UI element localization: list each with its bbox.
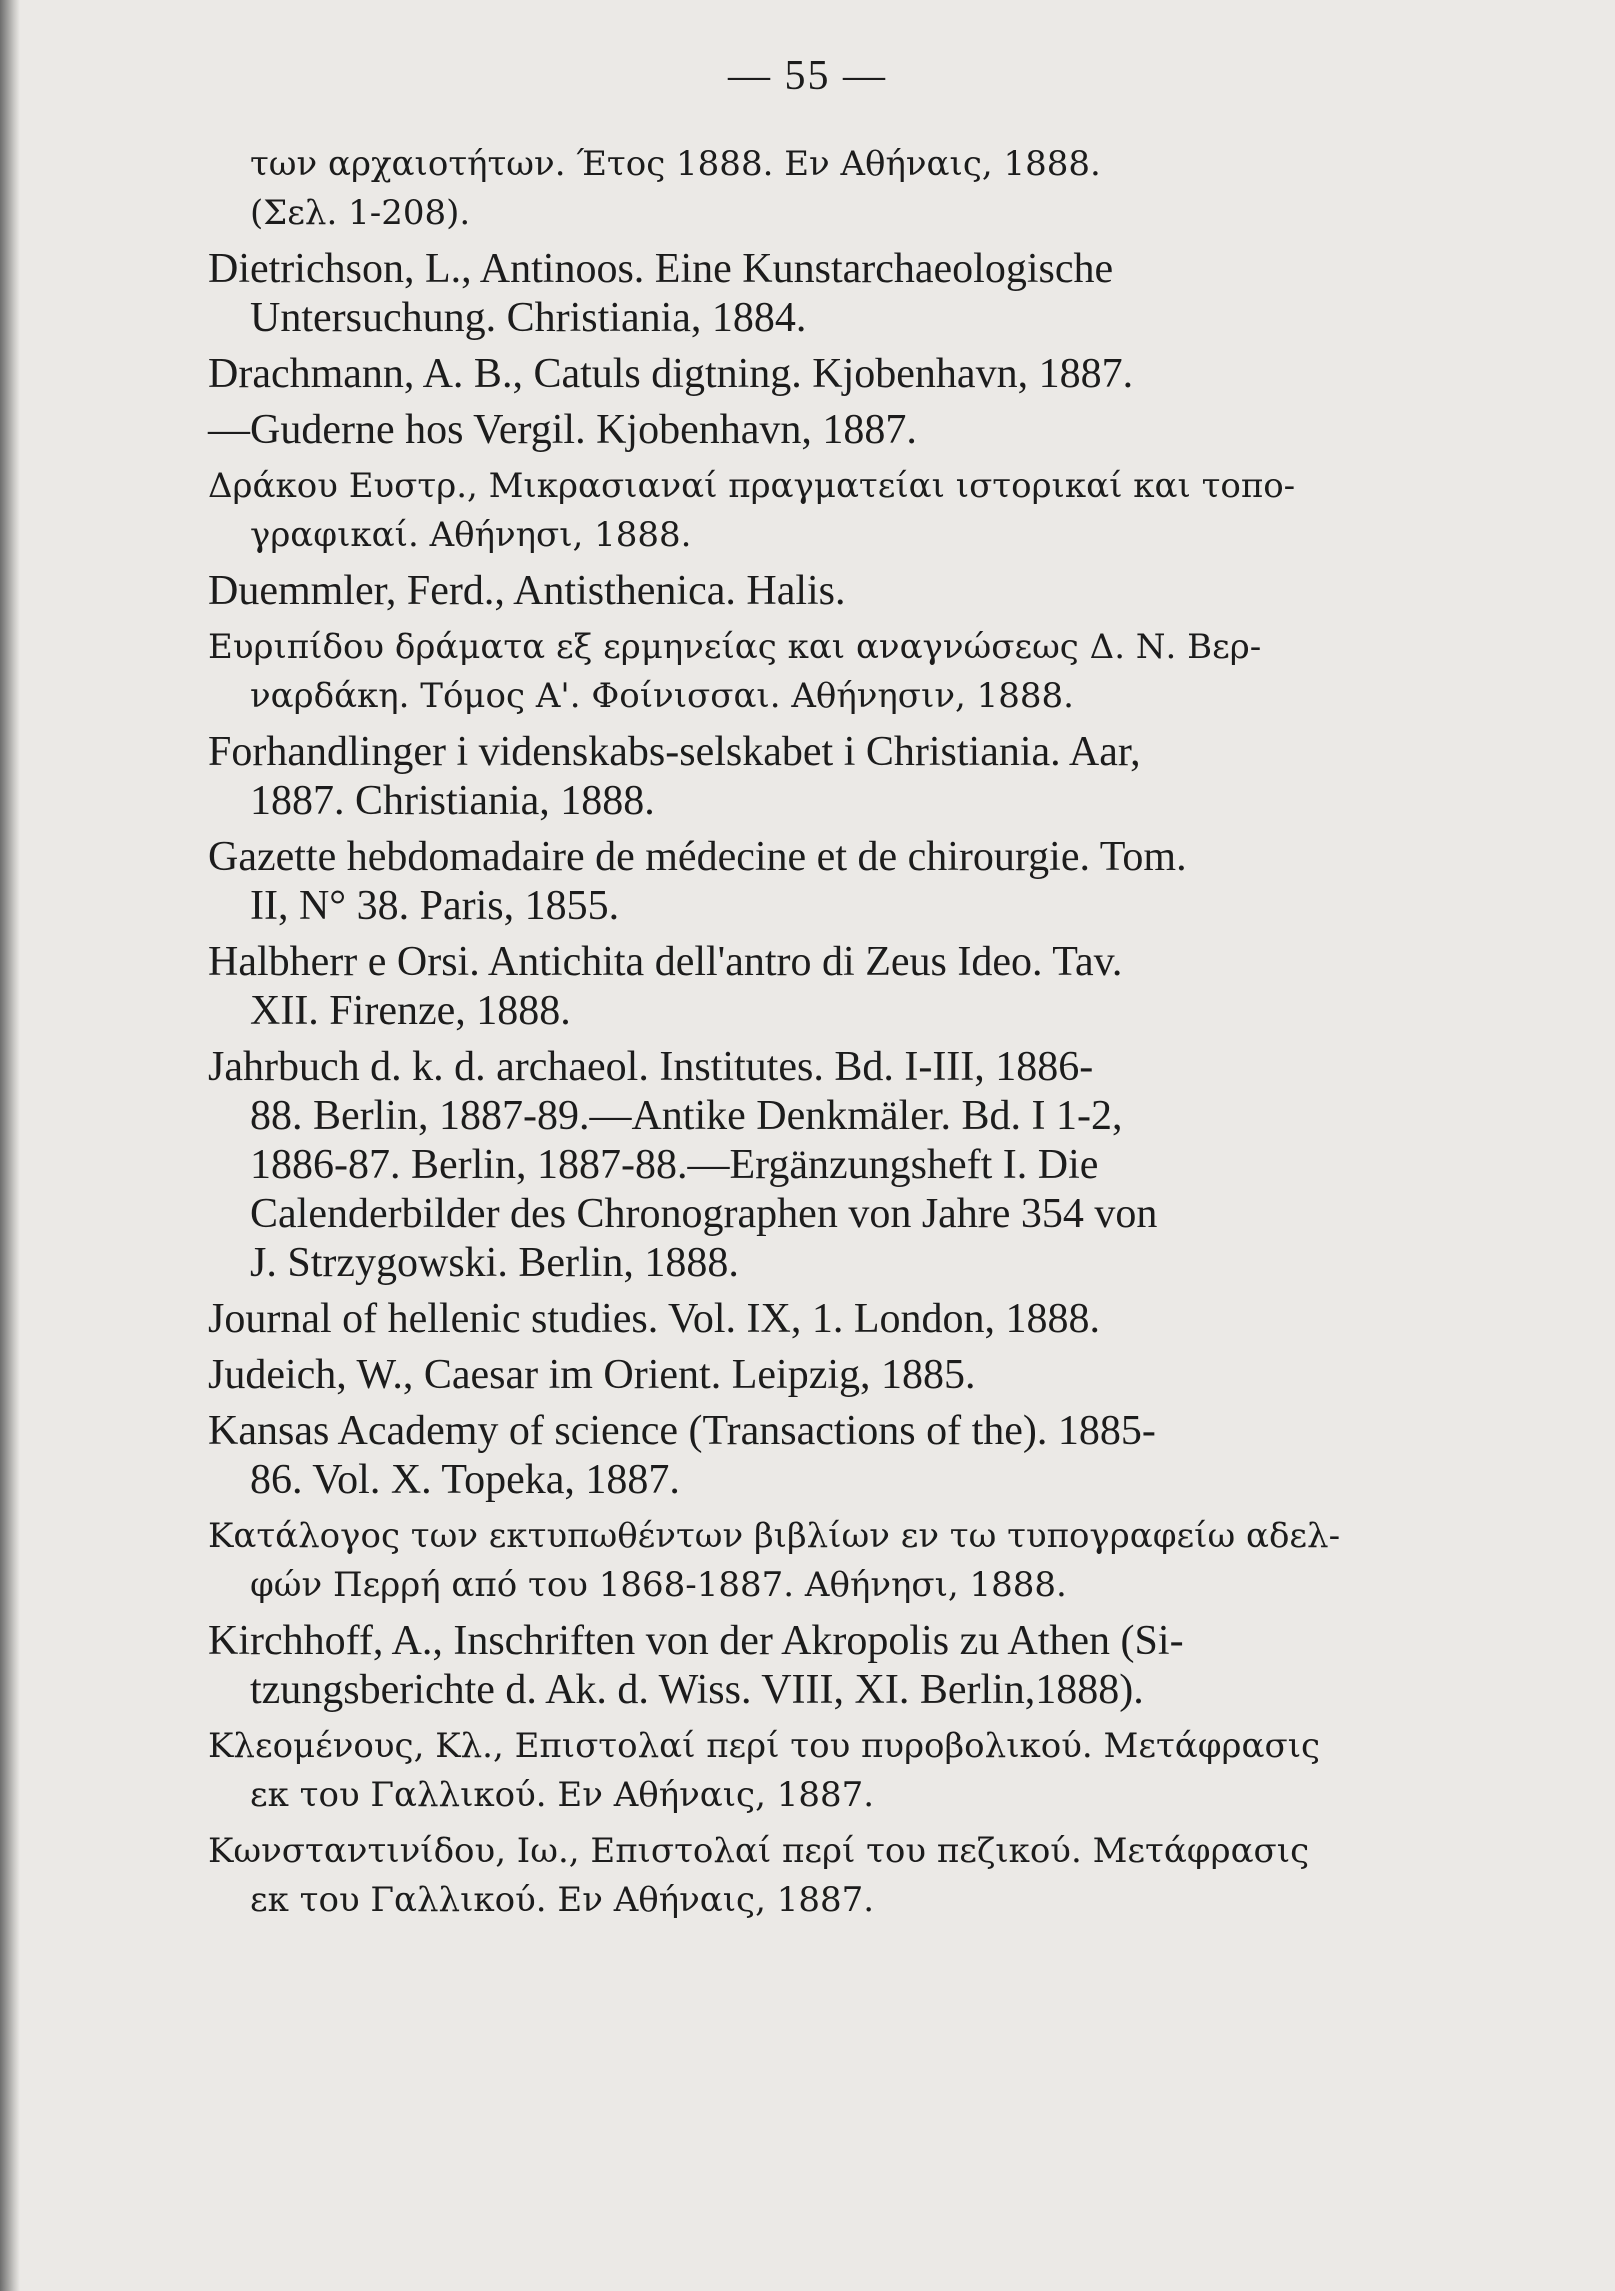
bibliography-entry [208,245,1308,343]
entry-line: Δράκου Ευστρ., Μικρασιαναί πραγματείαι ιστορικαί και τοπο- [208,466,1296,506]
entry-line: Forhandlinger i videnskabs-selskabet i Christiania. Aar, [208,729,1141,775]
entry-line: Gazette hebdomadaire de médecine et de chirourgie. Tom. [208,834,1187,880]
bibliography-entry [208,406,1308,455]
bibliography-entry [208,350,1308,399]
bibliography-entry [208,1407,1308,1505]
entry-line: Dietrichson, L., Antinoos. Eine Kunstarchaeologische [208,246,1114,292]
entry-continuation-line: J. Strzygowski. Berlin, 1888. [250,1240,739,1286]
bibliography-entry [208,140,1308,238]
entry-continuation-line: ναρδάκη. Τόμος Α'. Φοίνισσαι. Αθήνησιν, 1888. [250,676,1074,716]
entry-line: Jahrbuch d. k. d. archaeol. Institutes. Bd. I-III, 1886- [208,1044,1094,1090]
bibliography-list [208,140,1341,1932]
entry-continuation-line: εκ του Γαλλικού. Εν Αθήναις, 1887. [250,1880,875,1920]
entry-continuation-line: εκ του Γαλλικού. Εν Αθήναις, 1887. [250,1775,875,1815]
entry-continuation-line: (Σελ. 1-208). [250,193,471,233]
entry-line: Κωνσταντινίδου, Ιω., Επιστολαί περί του πεζικού. Μετάφρασις [208,1831,1310,1871]
entry-line: Κατάλογος των εκτυπωθέντων βιβλίων εν τω τυπογραφείω αδελ- [208,1516,1341,1556]
bibliography-entry [208,1617,1308,1715]
bibliography-entry [208,1295,1308,1344]
entry-line: Journal of hellenic studies. Vol. IX, 1. London, 1888. [208,1296,1101,1342]
page-gutter-shadow [0,0,20,2291]
entry-line: Drachmann, A. B., Catuls digtning. Kjobenhavn, 1887. [208,351,1134,397]
bibliography-entry [208,1722,1321,1820]
entry-line: Κλεομένους, Κλ., Επιστολαί περί του πυροβολικού. Μετάφρασις [208,1726,1321,1766]
bibliography-entry [208,1827,1308,1925]
bibliography-entry [208,567,1308,616]
bibliography-entry [208,1512,1341,1610]
page-number: — 55 — [728,53,887,99]
entry-continuation-line: 88. Berlin, 1887-89.—Antike Denkmäler. Bd. I 1-2, [250,1093,1123,1139]
entry-line: Duemmler, Ferd., Antisthenica. Halis. [208,568,846,614]
bibliography-entry [208,833,1308,931]
entry-continuation-line: II, N° 38. Paris, 1855. [250,883,620,929]
bibliography-entry [208,728,1308,826]
entry-line: Halbherr e Orsi. Antichita dell'antro di Zeus Ideo. Tav. [208,939,1123,985]
entry-line: —Guderne hos Vergil. Kjobenhavn, 1887. [208,407,917,453]
entry-continuation-line: γραφικαί. Αθήνησι, 1888. [250,515,692,555]
entry-continuation-line: 86. Vol. X. Topeka, 1887. [250,1457,680,1503]
entry-continuation-line: 1887. Christiania, 1888. [250,778,655,824]
bibliography-entry [208,462,1308,560]
bibliography-entry [208,1043,1308,1288]
entry-continuation-line: Calenderbilder des Chronographen von Jahre 354 von [250,1191,1158,1237]
entry-line: Kansas Academy of science (Transactions of the). 1885- [208,1408,1156,1454]
bibliography-entry [208,938,1308,1036]
entry-line: των αρχαιοτήτων. Έτος 1888. Εν Αθήναις, 1888. [250,144,1101,184]
entry-line: Judeich, W., Caesar im Orient. Leipzig, 1885. [208,1352,976,1398]
entry-continuation-line: 1886-87. Berlin, 1887-88.—Ergänzungsheft I. Die [250,1142,1099,1188]
entry-continuation-line: tzungsberichte d. Ak. d. Wiss. VIII, XI. Berlin,1888). [250,1667,1144,1713]
entry-line: Kirchhoff, A., Inschriften von der Akropolis zu Athen (Si- [208,1618,1184,1664]
entry-continuation-line: φών Περρή από του 1868-1887. Αθήνησι, 1888. [250,1565,1067,1605]
entry-continuation-line: XII. Firenze, 1888. [250,988,571,1034]
entry-line: Ευριπίδου δράματα εξ ερμηνείας και αναγνώσεως Δ. Ν. Βερ- [208,627,1262,667]
entry-continuation-line: Untersuchung. Christiania, 1884. [250,295,807,341]
bibliography-entry [208,1351,1308,1400]
bibliography-entry [208,623,1308,721]
